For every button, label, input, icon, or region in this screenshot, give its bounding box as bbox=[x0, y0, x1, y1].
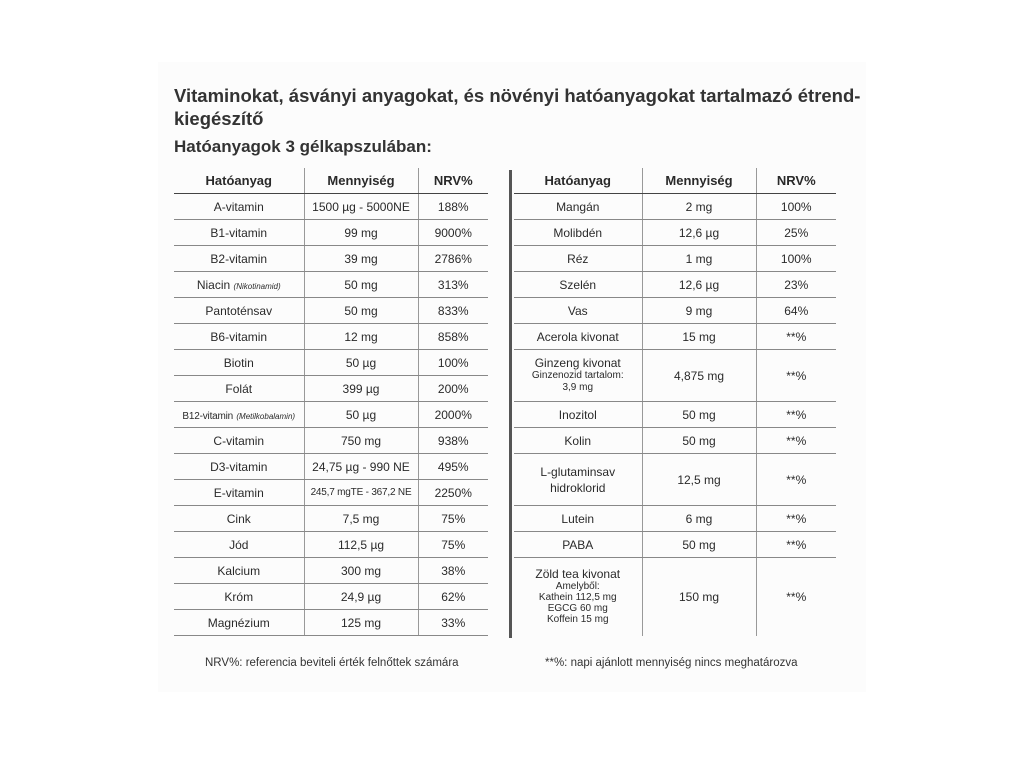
ingredient-quantity: 150 mg bbox=[642, 558, 756, 636]
table-row bbox=[174, 350, 488, 376]
ingredient-quantity: 50 mg bbox=[304, 298, 418, 324]
ingredient-name-cell bbox=[174, 402, 304, 428]
ingredient-name: Vas bbox=[514, 298, 642, 324]
ingredient-subnote: Kathein 112,5 mg bbox=[538, 592, 617, 604]
ingredient-nrv: **% bbox=[756, 558, 836, 636]
table-row bbox=[174, 246, 488, 272]
ingredient-nrv: 9000% bbox=[418, 220, 488, 246]
table-row bbox=[514, 246, 836, 272]
table-row bbox=[174, 428, 488, 454]
ingredient-name-cell bbox=[174, 272, 304, 298]
table-row bbox=[514, 532, 836, 558]
ingredient-name: D3-vitamin bbox=[174, 454, 304, 480]
ingredient-nrv: 25% bbox=[756, 220, 836, 246]
table-row bbox=[174, 194, 488, 220]
ingredients-table-left bbox=[174, 168, 488, 636]
ingredient-name: Cink bbox=[174, 506, 304, 532]
ingredient-quantity: 24,9 µg bbox=[304, 584, 418, 610]
ingredient-nrv: **% bbox=[756, 324, 836, 350]
table-divider bbox=[509, 170, 512, 638]
ingredient-nrv: 75% bbox=[418, 506, 488, 532]
table-row bbox=[174, 610, 488, 636]
table-row bbox=[514, 220, 836, 246]
ingredient-quantity: 2 mg bbox=[642, 194, 756, 220]
ingredient-name: Kalcium bbox=[174, 558, 304, 584]
table-row bbox=[514, 324, 836, 350]
ingredient-name-note: (Nikotinamid) bbox=[233, 281, 281, 291]
header-quantity: Mennyiség bbox=[304, 168, 418, 194]
ingredient-name: Biotin bbox=[174, 350, 304, 376]
ingredient-nrv: 38% bbox=[418, 558, 488, 584]
ingredient-name: Mangán bbox=[514, 194, 642, 220]
ingredient-nrv: 858% bbox=[418, 324, 488, 350]
ingredient-quantity: 50 mg bbox=[304, 272, 418, 298]
ingredient-subnote: Koffein 15 mg bbox=[546, 614, 609, 626]
ingredient-quantity: 6 mg bbox=[642, 506, 756, 532]
table-row bbox=[514, 350, 836, 402]
table-row bbox=[174, 532, 488, 558]
ingredient-subnote: Ginzenozid tartalom: bbox=[531, 370, 624, 381]
table-row bbox=[514, 558, 836, 636]
ingredient-name-cell bbox=[514, 454, 642, 506]
ingredient-quantity: 300 mg bbox=[304, 558, 418, 584]
ingredient-name: Acerola kivonat bbox=[514, 324, 642, 350]
ingredient-quantity: 39 mg bbox=[304, 246, 418, 272]
ingredient-nrv: 188% bbox=[418, 194, 488, 220]
ingredient-quantity: 245,7 mgTE - 367,2 NE bbox=[304, 480, 418, 506]
ingredient-nrv: **% bbox=[756, 428, 836, 454]
ingredient-quantity: 24,75 µg - 990 NE bbox=[304, 454, 418, 480]
ingredient-quantity: 4,875 mg bbox=[642, 350, 756, 402]
table-row bbox=[174, 584, 488, 610]
table-header-row bbox=[174, 168, 488, 194]
table-row bbox=[174, 506, 488, 532]
ingredient-nrv: 23% bbox=[756, 272, 836, 298]
ingredient-name-note: (Metilkobalamin) bbox=[236, 411, 296, 421]
ingredient-nrv: 75% bbox=[418, 532, 488, 558]
ingredient-nrv: 100% bbox=[418, 350, 488, 376]
table-row bbox=[174, 272, 488, 298]
table-row bbox=[514, 194, 836, 220]
table-row bbox=[174, 324, 488, 350]
ingredient-name: A-vitamin bbox=[174, 194, 304, 220]
ingredient-nrv: **% bbox=[756, 350, 836, 402]
ingredient-quantity: 50 mg bbox=[642, 428, 756, 454]
ingredient-quantity: 12 mg bbox=[304, 324, 418, 350]
table-row bbox=[514, 454, 836, 506]
ingredient-quantity: 125 mg bbox=[304, 610, 418, 636]
ingredient-nrv: **% bbox=[756, 402, 836, 428]
ingredient-quantity: 50 µg bbox=[304, 350, 418, 376]
ingredient-quantity: 9 mg bbox=[642, 298, 756, 324]
footnote-undefined: **%: napi ajánlott mennyiség nincs meghatározva bbox=[545, 657, 798, 669]
ingredient-nrv: 2786% bbox=[418, 246, 488, 272]
ingredient-quantity: 750 mg bbox=[304, 428, 418, 454]
table-row bbox=[514, 402, 836, 428]
ingredient-name-line2: hidroklorid bbox=[550, 480, 606, 495]
ingredient-nrv: **% bbox=[756, 454, 836, 506]
ingredient-quantity: 7,5 mg bbox=[304, 506, 418, 532]
ingredient-nrv: 33% bbox=[418, 610, 488, 636]
ingredient-quantity: 12,5 mg bbox=[642, 454, 756, 506]
table-row bbox=[514, 272, 836, 298]
ingredient-name: Niacin bbox=[196, 277, 231, 292]
ingredient-nrv: 62% bbox=[418, 584, 488, 610]
footnote-nrv: NRV%: referencia beviteli érték felnőttek számára bbox=[205, 657, 459, 669]
table-row bbox=[174, 402, 488, 428]
ingredient-name: Króm bbox=[174, 584, 304, 610]
table-subtitle: Hatóanyagok 3 gélkapszulában: bbox=[174, 137, 432, 156]
ingredient-nrv: 833% bbox=[418, 298, 488, 324]
header-ingredient: Hatóanyag bbox=[514, 168, 642, 194]
ingredient-name: B6-vitamin bbox=[174, 324, 304, 350]
table-row bbox=[174, 480, 488, 506]
ingredient-subnote: Amelyből: bbox=[555, 581, 600, 593]
ingredient-nrv: **% bbox=[756, 506, 836, 532]
ingredient-nrv: 2000% bbox=[418, 402, 488, 428]
ingredient-name: Kolin bbox=[514, 428, 642, 454]
ingredient-name: PABA bbox=[514, 532, 642, 558]
ingredient-name-cell bbox=[514, 558, 642, 636]
ingredient-name: E-vitamin bbox=[174, 480, 304, 506]
ingredient-name: Pantoténsav bbox=[174, 298, 304, 324]
ingredient-name: Molibdén bbox=[514, 220, 642, 246]
ingredient-nrv: 100% bbox=[756, 246, 836, 272]
ingredient-quantity: 12,6 µg bbox=[642, 272, 756, 298]
table-row bbox=[514, 298, 836, 324]
table-row bbox=[514, 428, 836, 454]
ingredient-name: Szelén bbox=[514, 272, 642, 298]
ingredient-name: Jód bbox=[174, 532, 304, 558]
ingredient-name: Folát bbox=[174, 376, 304, 402]
ingredient-nrv: **% bbox=[756, 532, 836, 558]
ingredient-quantity: 99 mg bbox=[304, 220, 418, 246]
ingredient-name: Ginzeng kivonat bbox=[534, 356, 621, 370]
ingredient-quantity: 50 µg bbox=[304, 402, 418, 428]
ingredient-nrv: 2250% bbox=[418, 480, 488, 506]
ingredient-name: B12-vitamin bbox=[182, 410, 234, 422]
ingredient-quantity: 50 mg bbox=[642, 532, 756, 558]
ingredient-name: Réz bbox=[514, 246, 642, 272]
ingredients-table-right bbox=[514, 168, 836, 636]
table-header-row bbox=[514, 168, 836, 194]
table-row bbox=[174, 558, 488, 584]
ingredient-name: Lutein bbox=[514, 506, 642, 532]
ingredient-nrv: 495% bbox=[418, 454, 488, 480]
ingredient-name: L-glutaminsav bbox=[540, 464, 616, 479]
table-row bbox=[514, 506, 836, 532]
header-nrv: NRV% bbox=[756, 168, 836, 194]
ingredient-quantity: 1 mg bbox=[642, 246, 756, 272]
ingredient-nrv: 64% bbox=[756, 298, 836, 324]
table-row bbox=[174, 454, 488, 480]
header-ingredient: Hatóanyag bbox=[174, 168, 304, 194]
ingredient-nrv: 938% bbox=[418, 428, 488, 454]
ingredient-nrv: 200% bbox=[418, 376, 488, 402]
ingredient-nrv: 100% bbox=[756, 194, 836, 220]
ingredient-quantity: 112,5 µg bbox=[304, 532, 418, 558]
ingredient-subnote: EGCG 60 mg bbox=[547, 603, 608, 615]
ingredient-quantity: 399 µg bbox=[304, 376, 418, 402]
ingredient-name: Zöld tea kivonat bbox=[535, 567, 621, 582]
ingredient-quantity: 12,6 µg bbox=[642, 220, 756, 246]
ingredient-quantity: 15 mg bbox=[642, 324, 756, 350]
ingredient-name: B1-vitamin bbox=[174, 220, 304, 246]
ingredient-name: C-vitamin bbox=[174, 428, 304, 454]
header-quantity: Mennyiség bbox=[642, 168, 756, 194]
header-nrv: NRV% bbox=[418, 168, 488, 194]
ingredient-name: Inozitol bbox=[514, 402, 642, 428]
table-row bbox=[174, 376, 488, 402]
ingredient-name: B2-vitamin bbox=[174, 246, 304, 272]
page-title: Vitaminokat, ásványi anyagokat, és növényi hatóanyagokat tartalmazó étrend-kiegészítő bbox=[174, 85, 861, 129]
ingredient-nrv: 313% bbox=[418, 272, 488, 298]
ingredient-name: Magnézium bbox=[174, 610, 304, 636]
ingredient-name-cell bbox=[514, 350, 642, 402]
ingredient-quantity: 50 mg bbox=[642, 402, 756, 428]
table-row bbox=[174, 298, 488, 324]
ingredient-quantity: 1500 µg - 5000NE bbox=[304, 194, 418, 220]
table-row bbox=[174, 220, 488, 246]
ingredient-subnote: 3,9 mg bbox=[562, 382, 594, 393]
